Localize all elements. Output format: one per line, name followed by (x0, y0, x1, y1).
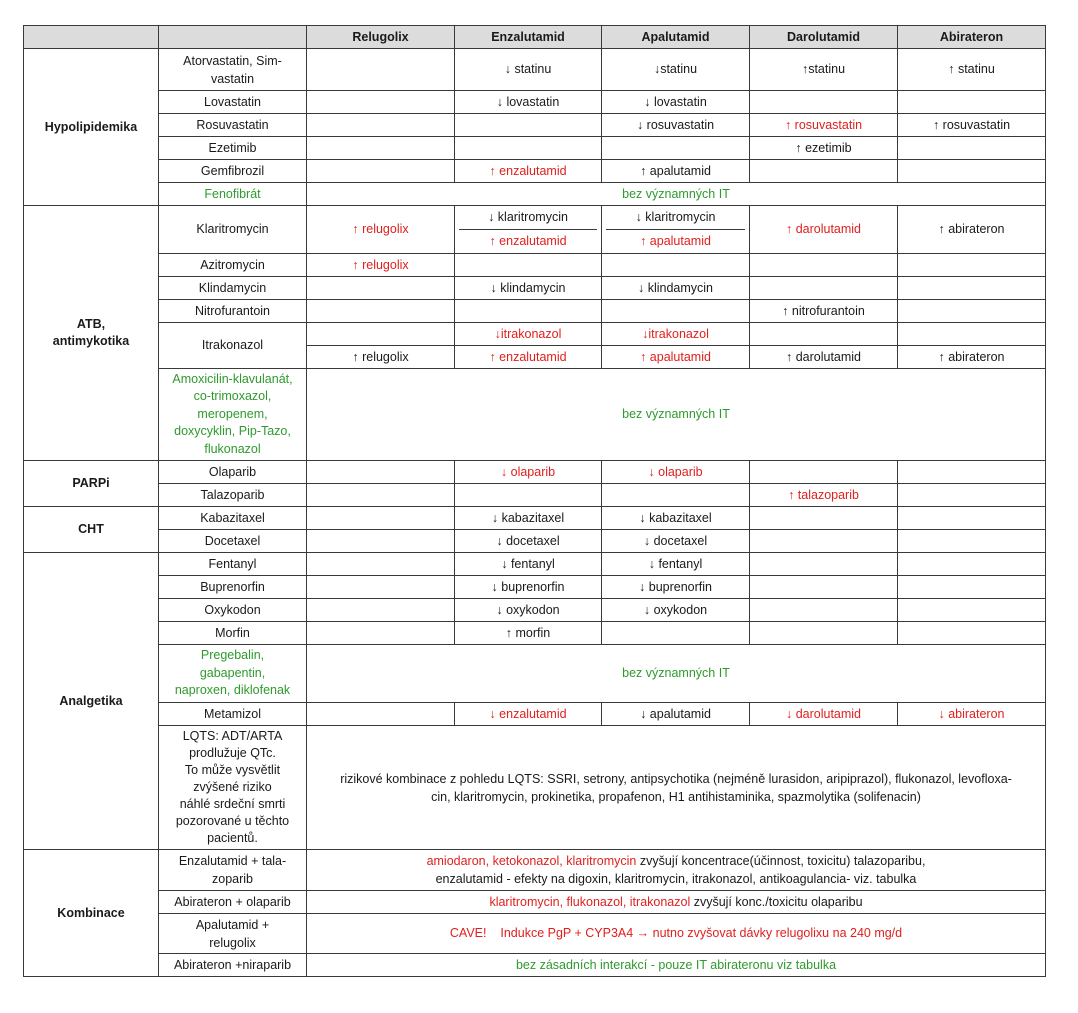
combination-note: bez zásadních interakcí - pouze IT abirateronu viz tabulka (307, 954, 1046, 977)
no-interaction-cell: bez významných IT (307, 183, 1046, 206)
combination-note: amiodaron, ketokonazol, klaritromycin zvyšují koncentrace(účinnost, toxicitu) talazoparibu, enzalutamid - efekty na digoxin, klaritromycin, itrakonazol, antikoagulancia- viz. tabulka (307, 850, 1046, 891)
cell-darolutamid: ↑statinu (750, 49, 898, 91)
cell-darolutamid (750, 622, 898, 645)
table-row (24, 891, 1046, 914)
drug-name: Talazoparib (159, 484, 307, 507)
drug-name: Metamizol (159, 703, 307, 726)
table-row (24, 484, 1046, 507)
cell-darolutamid (750, 277, 898, 300)
cell-enzalutamid: ↓ fentanyl (455, 553, 602, 576)
cell-relugolix (307, 114, 455, 137)
table-row (24, 114, 1046, 137)
cell-enzalutamid (455, 300, 602, 323)
cell-apalutamid: ↑ apalutamid (602, 160, 750, 183)
drug-name: Azitromycin (159, 254, 307, 277)
drug-name: Abirateron + olaparib (159, 891, 307, 914)
table-row (24, 703, 1046, 726)
cell-enzalutamid: ↑ morfin (455, 622, 602, 645)
cell-darolutamid: ↑ rosuvastatin (750, 114, 898, 137)
cell-enzalutamid (455, 254, 602, 277)
drug-name: Fentanyl (159, 553, 307, 576)
cell-apalutamid: ↓ buprenorfin (602, 576, 750, 599)
drug-name: Morfin (159, 622, 307, 645)
table-row (24, 137, 1046, 160)
cell-apalutamid-top: ↓ klaritromycin (635, 210, 716, 224)
drug-name: Nitrofurantoin (159, 300, 307, 323)
cell-relugolix: ↑ relugolix (307, 254, 455, 277)
table-row (24, 954, 1046, 977)
cell-relugolix (307, 599, 455, 622)
group-hypolipidemika: Hypolipidemika (24, 49, 159, 206)
drug-name: Gemfibrozil (159, 160, 307, 183)
cell-relugolix (307, 91, 455, 114)
cell-apalutamid (602, 137, 750, 160)
cell-darolutamid: ↑ talazoparib (750, 484, 898, 507)
combination-note: CAVE! Indukce PgP + CYP3A4 → nutno zvyšovat dávky relugolixu na 240 mg/d (307, 914, 1046, 954)
cell-apalutamid: ↓ apalutamid (602, 703, 750, 726)
cell-enzalutamid (455, 206, 602, 254)
table-row (24, 726, 1046, 850)
lqts-risk-combinations: rizikové kombinace z pohledu LQTS: SSRI, setrony, antipsychotika (nejméně lurasidon, aripiprazol), flukonazol, levofloxa- cin, klaritromycin, prokinetika, propafenon, H1 antihistaminika, spazmolytika (solifenacin) (307, 726, 1046, 850)
table-row (24, 850, 1046, 891)
table-row (24, 645, 1046, 703)
cell-darolutamid: ↑ darolutamid (750, 206, 898, 254)
table-row (24, 461, 1046, 484)
cell-relugolix (307, 461, 455, 484)
combination-note-red: amiodaron, ketokonazol, klaritromycin (426, 854, 637, 868)
table-row (24, 183, 1046, 206)
cell-relugolix (307, 703, 455, 726)
cell-apalutamid (602, 300, 750, 323)
table-row (24, 254, 1046, 277)
drug-name: Lovastatin (159, 91, 307, 114)
cell-abirateron (898, 507, 1046, 530)
cell-abirateron (898, 553, 1046, 576)
cell-enzalutamid: ↓ oxykodon (455, 599, 602, 622)
header-relugolix: Relugolix (307, 26, 455, 49)
cell-relugolix (307, 49, 455, 91)
table-row (24, 553, 1046, 576)
cell-darolutamid (750, 507, 898, 530)
drug-name: Atorvastatin, Sim- vastatin (159, 49, 307, 91)
table-row (24, 599, 1046, 622)
cell-abirateron: ↑ rosuvastatin (898, 114, 1046, 137)
table-row (24, 914, 1046, 954)
cell-enzalutamid: ↓ kabazitaxel (455, 507, 602, 530)
cell-enzalutamid: ↓ statinu (455, 49, 602, 91)
cell-abirateron (898, 461, 1046, 484)
cell-abirateron: ↓ abirateron (898, 703, 1046, 726)
cell-abirateron: ↑ abirateron (898, 346, 1046, 369)
no-interaction-cell: bez významných IT (307, 369, 1046, 461)
cell-abirateron (898, 300, 1046, 323)
table-row (24, 206, 1046, 254)
group-parpi: PARPi (24, 461, 159, 507)
cell-apalutamid: ↑ apalutamid (602, 346, 750, 369)
cell-darolutamid (750, 254, 898, 277)
table-row (24, 277, 1046, 300)
cell-apalutamid-bottom: ↑ apalutamid (606, 229, 745, 253)
cell-apalutamid (602, 206, 750, 254)
cell-abirateron: ↑ statinu (898, 49, 1046, 91)
header-apalutamid: Apalutamid (602, 26, 750, 49)
combination-note (307, 891, 1046, 914)
cell-apalutamid: ↓ docetaxel (602, 530, 750, 553)
table-row (24, 91, 1046, 114)
cell-abirateron (898, 137, 1046, 160)
combination-note-red: klaritromycin, flukonazol, itrakonazol (489, 894, 691, 909)
table-row (24, 323, 1046, 346)
table-row (24, 369, 1046, 461)
cell-apalutamid: ↓ rosuvastatin (602, 114, 750, 137)
cell-enzalutamid-top: ↓ klaritromycin (488, 210, 568, 224)
cell-apalutamid (602, 254, 750, 277)
table-row (24, 576, 1046, 599)
cell-abirateron: ↑ abirateron (898, 206, 1046, 254)
table-row (24, 49, 1046, 91)
drug-name: Pregebalin, gabapentin, naproxen, diklofenak (159, 645, 307, 703)
table-row (24, 160, 1046, 183)
drug-name: Amoxicilin-klavulanát, co-trimoxazol, meropenem, doxycyklin, Pip-Tazo, flukonazol (159, 369, 307, 461)
drug-name: Ezetimib (159, 137, 307, 160)
cell-relugolix (307, 277, 455, 300)
cell-enzalutamid (455, 484, 602, 507)
table-row (24, 300, 1046, 323)
cell-apalutamid: ↓statinu (602, 49, 750, 91)
group-atb: ATB, antimykotika (24, 206, 159, 461)
cell-darolutamid (750, 461, 898, 484)
cell-darolutamid (750, 599, 898, 622)
cell-darolutamid (750, 91, 898, 114)
cell-relugolix (307, 576, 455, 599)
cell-enzalutamid (455, 114, 602, 137)
no-interaction-cell: bez významných IT (307, 645, 1046, 703)
cell-relugolix (307, 530, 455, 553)
header-darolutamid: Darolutamid (750, 26, 898, 49)
cell-apalutamid: ↓ lovastatin (602, 91, 750, 114)
cell-abirateron (898, 576, 1046, 599)
cell-enzalutamid: ↓ klindamycin (455, 277, 602, 300)
cell-enzalutamid: ↓ olaparib (455, 461, 602, 484)
drug-name: Kabazitaxel (159, 507, 307, 530)
cell-apalutamid: ↓ kabazitaxel (602, 507, 750, 530)
cell-enzalutamid: ↓ docetaxel (455, 530, 602, 553)
cell-abirateron (898, 599, 1046, 622)
combination-note-text: zvyšují konc./toxicitu olaparibu (690, 894, 863, 909)
cell-apalutamid: ↓ olaparib (602, 461, 750, 484)
cell-relugolix (307, 484, 455, 507)
cell-apalutamid (602, 622, 750, 645)
cell-enzalutamid: ↓itrakonazol (455, 323, 602, 346)
cell-darolutamid: ↑ darolutamid (750, 346, 898, 369)
cell-relugolix (307, 553, 455, 576)
cell-enzalutamid: ↑ enzalutamid (455, 346, 602, 369)
header-abirateron: Abirateron (898, 26, 1046, 49)
drug-name: Klaritromycin (159, 206, 307, 254)
cell-apalutamid: ↓ fentanyl (602, 553, 750, 576)
drug-name: Abirateron +niraparib (159, 954, 307, 977)
cell-darolutamid (750, 323, 898, 346)
drug-name: Apalutamid + relugolix (159, 914, 307, 954)
cell-apalutamid: ↓ oxykodon (602, 599, 750, 622)
header-enzalutamid: Enzalutamid (455, 26, 602, 49)
cell-relugolix (307, 507, 455, 530)
drug-name: Olaparib (159, 461, 307, 484)
drug-name: Enzalutamid + tala- zoparib (159, 850, 307, 891)
drug-name: Itrakonazol (159, 323, 307, 369)
cell-enzalutamid (455, 137, 602, 160)
drug-name: Docetaxel (159, 530, 307, 553)
cell-apalutamid: ↓itrakonazol (602, 323, 750, 346)
cell-enzalutamid-bottom: ↑ enzalutamid (459, 229, 597, 253)
table-row (24, 530, 1046, 553)
drug-name: Rosuvastatin (159, 114, 307, 137)
cell-abirateron (898, 484, 1046, 507)
cell-abirateron (898, 160, 1046, 183)
cell-darolutamid (750, 576, 898, 599)
cell-abirateron (898, 622, 1046, 645)
lqts-note: LQTS: ADT/ARTA prodlužuje QTc. To může vysvětlit zvýšené riziko náhlé srdeční smrti pozorované u těchto pacientů. (159, 726, 307, 850)
cell-abirateron (898, 530, 1046, 553)
drug-name: Oxykodon (159, 599, 307, 622)
drug-name: Buprenorfin (159, 576, 307, 599)
header-drug (159, 26, 307, 49)
cell-enzalutamid: ↑ enzalutamid (455, 160, 602, 183)
table-row (24, 507, 1046, 530)
drug-interaction-table (23, 25, 1046, 977)
group-analgetika: Analgetika (24, 553, 159, 850)
cell-relugolix (307, 622, 455, 645)
cell-enzalutamid: ↓ lovastatin (455, 91, 602, 114)
cell-relugolix: ↑ relugolix (307, 206, 455, 254)
header-group (24, 26, 159, 49)
cell-darolutamid: ↑ nitrofurantoin (750, 300, 898, 323)
cell-apalutamid: ↓ klindamycin (602, 277, 750, 300)
table-row (24, 622, 1046, 645)
cell-darolutamid: ↑ ezetimib (750, 137, 898, 160)
cell-enzalutamid: ↓ enzalutamid (455, 703, 602, 726)
cell-abirateron (898, 91, 1046, 114)
group-kombinace: Kombinace (24, 850, 159, 977)
cell-relugolix (307, 323, 455, 346)
cell-relugolix (307, 160, 455, 183)
cell-abirateron (898, 254, 1046, 277)
cell-relugolix (307, 137, 455, 160)
cell-relugolix: ↑ relugolix (307, 346, 455, 369)
cell-darolutamid (750, 530, 898, 553)
header-row (24, 26, 1046, 49)
cell-abirateron (898, 323, 1046, 346)
cell-abirateron (898, 277, 1046, 300)
cell-apalutamid (602, 484, 750, 507)
cell-enzalutamid: ↓ buprenorfin (455, 576, 602, 599)
cell-relugolix (307, 300, 455, 323)
cell-darolutamid: ↓ darolutamid (750, 703, 898, 726)
group-cht: CHT (24, 507, 159, 553)
drug-name: Fenofibrát (159, 183, 307, 206)
cell-darolutamid (750, 160, 898, 183)
drug-name: Klindamycin (159, 277, 307, 300)
cell-darolutamid (750, 553, 898, 576)
